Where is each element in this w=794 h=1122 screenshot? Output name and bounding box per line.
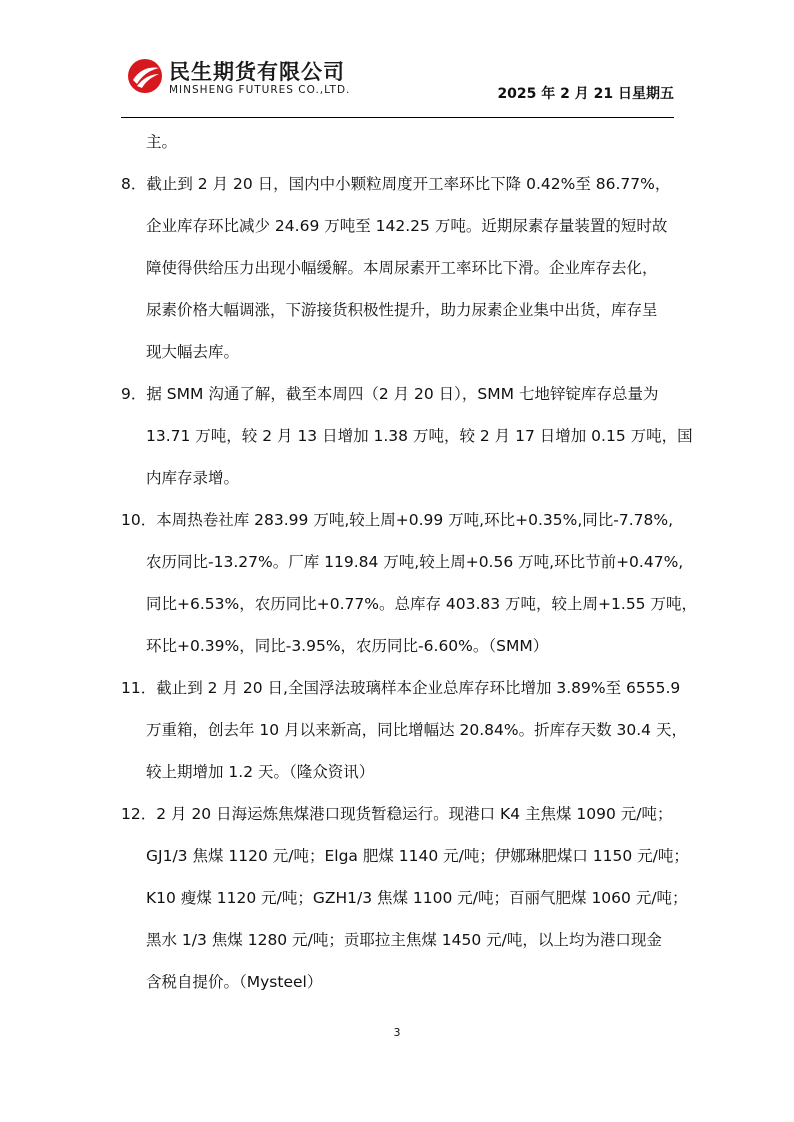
list-item-number: 12． bbox=[121, 805, 157, 823]
list-item-line: 障使得供给压力出现小幅缓解。本周尿素开工率环比下滑。企业库存去化， bbox=[146, 259, 658, 277]
list-item-first-line bbox=[121, 667, 681, 709]
list-item-text: 据 SMM 沟通了解，截至本周四（2 月 20 日），SMM 七地锌锭库存总量为 bbox=[146, 385, 659, 403]
list-item bbox=[121, 793, 689, 1003]
list-item-first-line bbox=[121, 793, 677, 835]
list-item-line: 企业库存环比减少 24.69 万吨至 142.25 万吨。近期尿素存量装置的短时故 bbox=[146, 217, 668, 235]
list-item-first-line bbox=[121, 373, 677, 415]
list-item-line: 同比+6.53%，农历同比+0.77%。总库存 403.83 万吨，较上周+1.55 万吨， bbox=[146, 595, 697, 613]
list-item-number: 10． bbox=[121, 511, 157, 529]
list-item-text: 截止到 2 月 20 日,全国浮法玻璃样本企业总库存环比增加 3.89%至 6555.9 bbox=[156, 679, 681, 697]
list-item-line: 黑水 1/3 焦煤 1280 元/吨；贡耶拉主焦煤 1450 元/吨，以上均为港口现金 bbox=[146, 931, 662, 949]
page-number: 3 bbox=[393, 1026, 401, 1039]
list-item-line: K10 瘦煤 1120 元/吨；GZH1/3 焦煤 1100 元/吨；百丽气肥煤 1060 元/吨； bbox=[146, 889, 688, 907]
company-logo bbox=[127, 54, 367, 106]
list-item bbox=[121, 499, 697, 667]
news-list bbox=[121, 163, 697, 1003]
list-item-number: 11． bbox=[121, 679, 157, 697]
list-item-line: 含税自提价。（Mysteel） bbox=[146, 973, 323, 991]
company-name-en: MINSHENG FUTURES CO.,LTD. bbox=[169, 84, 351, 96]
list-item bbox=[121, 373, 693, 499]
main-content bbox=[121, 118, 697, 1003]
company-name-cn: 民生期货有限公司 bbox=[169, 60, 345, 84]
list-item bbox=[121, 667, 687, 793]
page-header bbox=[121, 52, 674, 118]
company-logo-icon bbox=[127, 58, 163, 94]
list-item-text: 2 月 20 日海运炼焦煤港口现货暂稳运行。现港口 K4 主焦煤 1090 元/吨； bbox=[156, 805, 673, 823]
list-item-line: 13.71 万吨，较 2 月 13 日增加 1.38 万吨，较 2 月 17 日增加 0.15 万吨，国 bbox=[146, 427, 693, 445]
list-item-number: 8． bbox=[121, 175, 147, 193]
continued-text: 主。 bbox=[146, 133, 178, 151]
list-item-line: 尿素价格大幅调涨，下游接货积极性提升，助力尿素企业集中出货，库存呈 bbox=[146, 301, 658, 319]
list-item-first-line bbox=[121, 499, 677, 541]
list-item-line: 较上期增加 1.2 天。（隆众资讯） bbox=[146, 763, 375, 781]
list-item-line: 万重箱，创去年 10 月以来新高，同比增幅达 20.84%。折库存天数 30.4 天， bbox=[146, 721, 687, 739]
list-item-line: 内库存录增。 bbox=[146, 469, 240, 487]
list-item-line: 现大幅去库。 bbox=[146, 343, 240, 361]
list-item-text: 本周热卷社库 283.99 万吨,较上周+0.99 万吨,环比+0.35%,同比-7.78%, bbox=[156, 511, 674, 529]
report-date: 2025 年 2 月 21 日星期五 bbox=[497, 86, 674, 102]
list-item-text: 截止到 2 月 20 日，国内中小颗粒周度开工率环比下降 0.42%至 86.77%， bbox=[146, 175, 671, 193]
list-item-line: 农历同比-13.27%。厂库 119.84 万吨,较上周+0.56 万吨,环比节前+0.47%, bbox=[146, 553, 684, 571]
list-item-first-line bbox=[121, 163, 677, 205]
list-item-line: GJ1/3 焦煤 1120 元/吨；Elga 肥煤 1140 元/吨；伊娜琳肥煤口 1150 元/吨； bbox=[146, 847, 689, 865]
list-item-line: 环比+0.39%，同比-3.95%，农历同比-6.60%。（SMM） bbox=[146, 637, 549, 655]
list-item-number: 9． bbox=[121, 385, 147, 403]
list-item bbox=[121, 163, 677, 373]
